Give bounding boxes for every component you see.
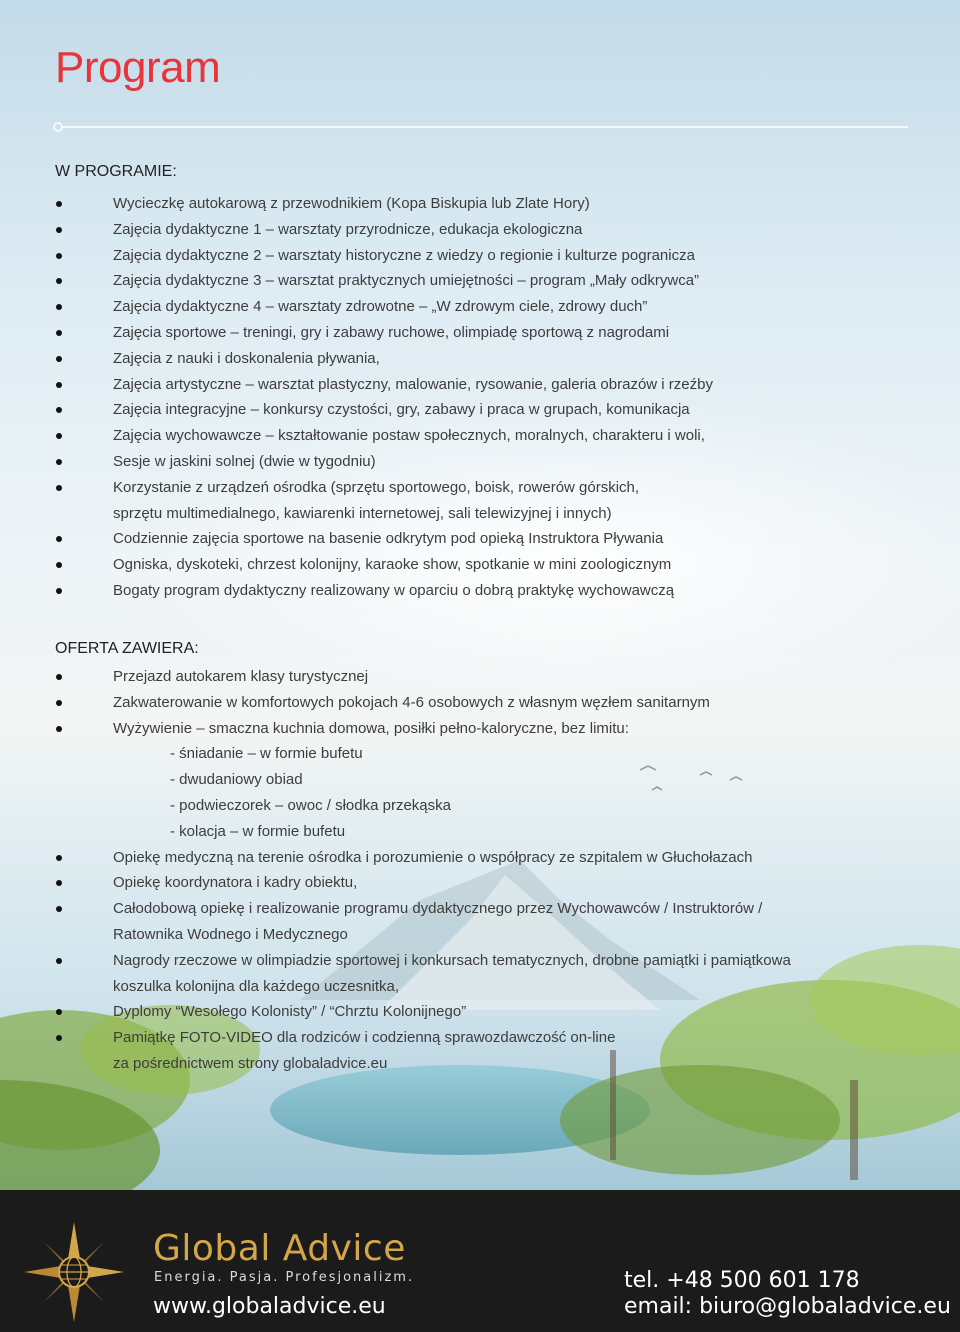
bullet-icon — [56, 356, 62, 362]
program-item-text: Zajęcia dydaktyczne 1 – warsztaty przyrodnicze, edukacja ekologiczna — [113, 220, 583, 238]
offer-item-text: Wyżywienie – smaczna kuchnia domowa, posiłki pełno-kaloryczne, bez limitu: — [113, 719, 629, 737]
bullet-icon — [56, 726, 62, 732]
offer-item-text: Opiekę koordynatora i kadry obiektu, — [113, 874, 358, 892]
program-item-text: Zajęcia integracyjne – konkursy czystości, gry, zabawy i praca w grupach, komunikacja — [113, 401, 690, 419]
program-item-text: Codziennie zajęcia sportowe na basenie odkrytym pod opieką Instruktora Pływania — [113, 530, 664, 548]
brand-name: Global Advice — [153, 1228, 406, 1269]
program-list-item — [0, 501, 960, 527]
program-item-text: Zajęcia wychowawcze – kształtowanie postaw społecznych, moralnych, charakteru i woli, — [113, 427, 705, 445]
offer-item-text: Ratownika Wodnego i Medycznego — [113, 925, 348, 943]
offer-list-item — [0, 974, 960, 1000]
bullet-icon — [56, 1035, 62, 1041]
bullet-icon — [56, 485, 62, 491]
program-list-item — [0, 294, 960, 320]
bullet-icon — [56, 459, 62, 465]
program-list — [0, 191, 960, 604]
program-item-text: Zajęcia dydaktyczne 3 – warsztat praktycznych umiejętności – program „Mały odkrywca” — [113, 272, 700, 290]
program-item-text: sprzętu multimedialnego, kawiarenki internetowej, sali telewizyjnej i innych) — [113, 504, 612, 522]
bullet-icon — [56, 304, 62, 310]
offer-list — [0, 664, 960, 1077]
email-address[interactable]: email: biuro@globaladvice.eu — [624, 1294, 951, 1319]
offer-list-item — [0, 716, 960, 742]
bullet-icon — [56, 1009, 62, 1015]
program-item-text: Sesje w jaskini solnej (dwie w tygodniu) — [113, 452, 376, 470]
offer-list-item — [0, 870, 960, 896]
program-list-item — [0, 346, 960, 372]
program-list-item — [0, 217, 960, 243]
program-item-text: Zajęcia sportowe – treningi, gry i zabawy ruchowe, olimpiadę sportową z nagrodami — [113, 323, 670, 341]
offer-item-text: - śniadanie – w formie bufetu — [170, 745, 363, 763]
phone-number[interactable]: tel. +48 500 601 178 — [624, 1268, 860, 1293]
offer-item-text: Zakwaterowanie w komfortowych pokojach 4-6 osobowych z własnym węzłem sanitarnym — [113, 693, 710, 711]
program-list-item — [0, 243, 960, 269]
offer-item-text: Opiekę medyczną na terenie ośrodka i porozumienie o współpracy ze szpitalem w Głuchołazach — [113, 848, 753, 866]
program-list-item — [0, 526, 960, 552]
program-list-item — [0, 578, 960, 604]
bullet-icon — [56, 880, 62, 886]
bullet-icon — [56, 330, 62, 336]
program-item-text: Zajęcia dydaktyczne 2 – warsztaty historyczne z wiedzy o regionie i kulturze pogranicza — [113, 246, 695, 264]
program-list-item — [0, 320, 960, 346]
brand-tagline: Energia. Pasja. Profesjonalizm. — [154, 1270, 415, 1285]
bullet-icon — [56, 382, 62, 388]
bullet-icon — [56, 958, 62, 964]
bullet-icon — [56, 855, 62, 861]
offer-heading: OFERTA ZAWIERA: — [55, 640, 199, 657]
bullet-icon — [56, 433, 62, 439]
program-item-text: Wycieczkę autokarową z przewodnikiem (Kopa Biskupia lub Zlate Hory) — [113, 195, 590, 212]
offer-list-item — [0, 922, 960, 948]
offer-item-text: Pamiątkę FOTO-VIDEO dla rodziców i codzienną sprawozdawczość on-line — [113, 1029, 616, 1047]
offer-item-text: Przejazd autokarem klasy turystycznej — [113, 668, 369, 685]
program-item-text: Zajęcia artystyczne – warsztat plastyczny, malowanie, rysowanie, galeria obrazów i rzeźby — [113, 375, 713, 393]
offer-list-item — [0, 845, 960, 871]
program-list-item — [0, 372, 960, 398]
offer-list-item — [0, 999, 960, 1025]
bullet-icon — [56, 227, 62, 233]
bullet-icon — [56, 906, 62, 912]
bullet-icon — [56, 278, 62, 284]
offer-item-text: Dyplomy “Wesołego Kolonisty” / “Chrztu Kolonijnego” — [113, 1003, 467, 1021]
offer-list-item — [0, 1051, 960, 1077]
title-divider — [52, 121, 908, 133]
offer-list-item — [0, 664, 960, 690]
compass-logo-icon — [22, 1220, 126, 1324]
offer-item-text: koszulka kolonijna dla każdego uczesnitka, — [113, 977, 400, 995]
program-list-item — [0, 268, 960, 294]
offer-list-item — [0, 767, 960, 793]
program-list-item — [0, 449, 960, 475]
offer-list-item — [0, 793, 960, 819]
program-list-item — [0, 552, 960, 578]
program-list-item — [0, 397, 960, 423]
program-list-item — [0, 475, 960, 501]
footer — [0, 1190, 960, 1332]
program-heading: W PROGRAMIE: — [55, 163, 177, 180]
offer-item-text: - kolacja – w formie bufetu — [170, 822, 346, 840]
bullet-icon — [56, 407, 62, 413]
program-item-text: Ogniska, dyskoteki, chrzest kolonijny, karaoke show, spotkanie w mini zoologicznym — [113, 556, 672, 574]
bullet-icon — [56, 700, 62, 706]
program-item-text: Korzystanie z urządzeń ośrodka (sprzętu sportowego, boisk, rowerów górskich, — [113, 478, 640, 496]
offer-item-text: Nagrody rzeczowe w olimpiadzie sportowej i konkursach tematycznych, drobne pamiątki i pamiątkowa — [113, 951, 791, 969]
offer-list-item — [0, 741, 960, 767]
offer-item-text: - podwieczorek – owoc / słodka przekąska — [170, 796, 451, 814]
program-item-text: Zajęcia z nauki i doskonalenia pływania, — [113, 349, 380, 367]
offer-list-item — [0, 948, 960, 974]
bullet-icon — [56, 562, 62, 568]
bullet-icon — [56, 253, 62, 259]
offer-item-text: Całodobową opiekę i realizowanie programu dydaktycznego przez Wychowawców / Instruktorów / — [113, 900, 763, 918]
offer-list-item — [0, 1025, 960, 1051]
offer-list-item — [0, 896, 960, 922]
bullet-icon — [56, 588, 62, 594]
offer-list-item — [0, 690, 960, 716]
offer-item-text: - dwudaniowy obiad — [170, 771, 303, 789]
offer-item-text: za pośrednictwem strony globaladvice.eu — [113, 1054, 388, 1072]
bullet-icon — [56, 536, 62, 542]
bullet-icon — [56, 201, 62, 207]
program-item-text: Zajęcia dydaktyczne 4 – warsztaty zdrowotne – „W zdrowym ciele, zdrowy duch” — [113, 298, 648, 316]
program-item-text: Bogaty program dydaktyczny realizowany w oparciu o dobrą praktykę wychowawczą — [113, 581, 675, 599]
program-list-item — [0, 191, 960, 217]
offer-list-item — [0, 819, 960, 845]
website-link[interactable]: www.globaladvice.eu — [153, 1294, 386, 1319]
page-title: Program — [55, 43, 221, 92]
bullet-icon — [56, 674, 62, 680]
program-list-item — [0, 423, 960, 449]
